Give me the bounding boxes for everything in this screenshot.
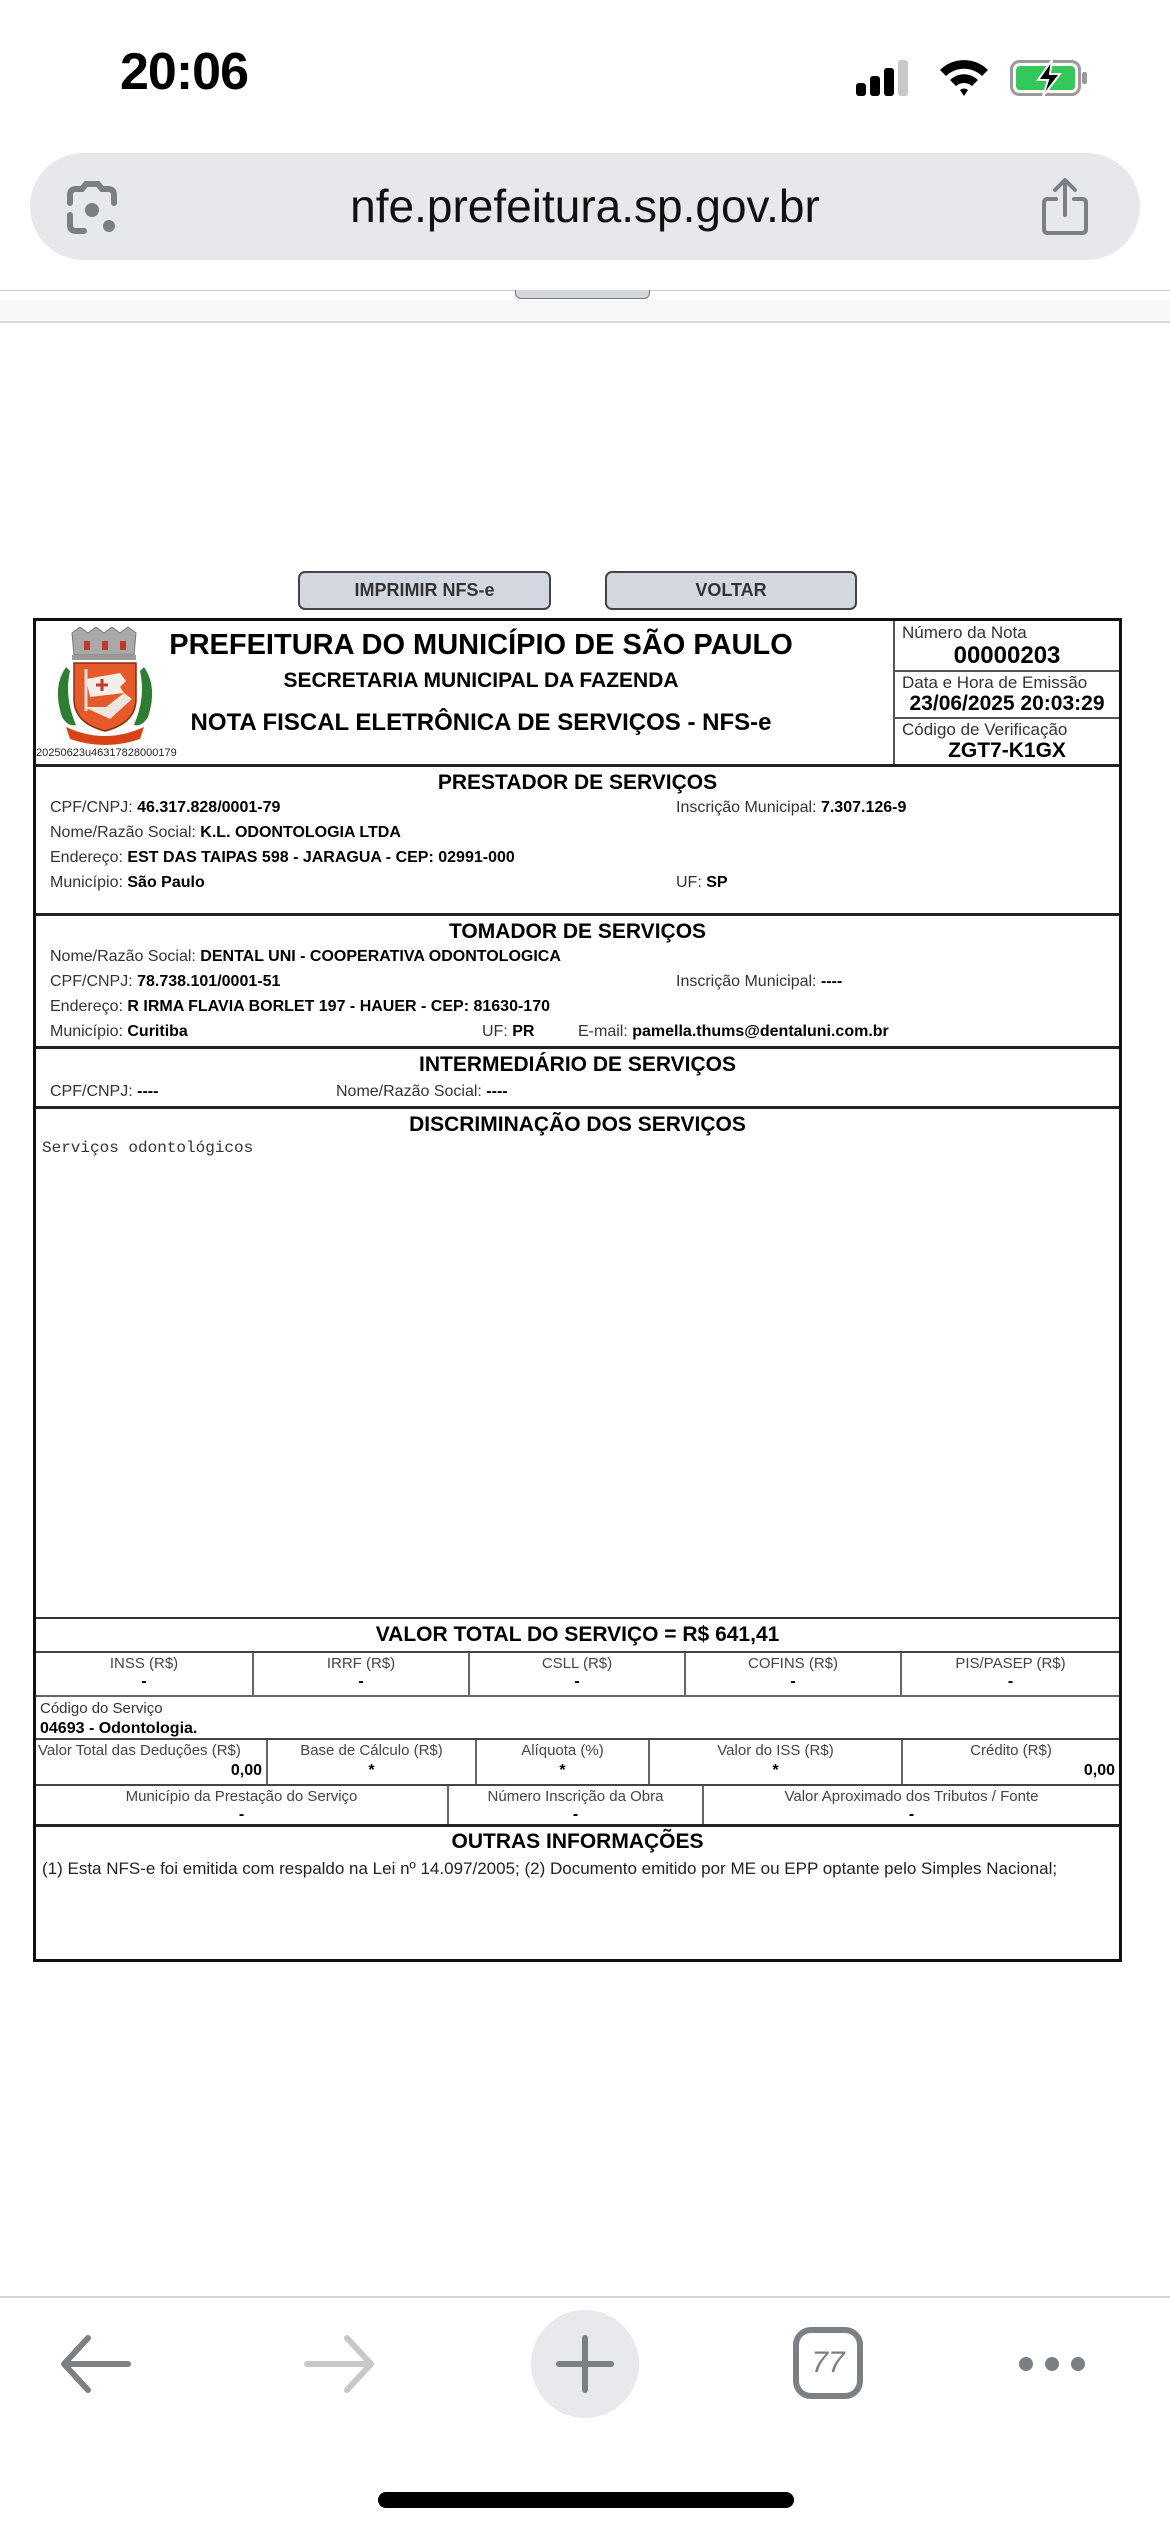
plus-icon (555, 2334, 615, 2394)
codigo-verificacao-label: Código de Verificação (902, 720, 1068, 739)
new-tab-button[interactable] (531, 2310, 639, 2418)
impostos-cell (684, 1653, 900, 1695)
prestador-im-label: Inscrição Municipal: (676, 799, 817, 816)
calculo-row (36, 1740, 1119, 1784)
prestador-cnpj-label: CPF/CNPJ: (50, 799, 133, 816)
tomador-cnpj: 78.738.101/0001-51 (137, 973, 281, 990)
header-title: PREFEITURA DO MUNICÍPIO DE SÃO PAULO (169, 629, 793, 661)
tomador-municipio: Curitiba (127, 1023, 188, 1040)
data-emissao-label: Data e Hora de Emissão (902, 673, 1088, 692)
calculo-cell (901, 1740, 1119, 1784)
impostos-label: COFINS (R$) (748, 1655, 838, 1672)
calculo-label: Valor Total das Deduções (R$) (38, 1742, 241, 1759)
calculo-value: * (559, 1762, 566, 1779)
impostos-label: INSS (R$) (109, 1655, 179, 1672)
info-divider (895, 670, 1119, 672)
valor-total: VALOR TOTAL DO SERVIÇO = R$ 641,41 (375, 1623, 780, 1646)
calculo-label: Crédito (R$) (970, 1742, 1052, 1759)
section-divider (36, 1695, 1119, 1697)
document-code: 20250623u46317828000179 (36, 747, 177, 759)
discriminacao-title: DISCRIMINAÇÃO DOS SERVIÇOS (409, 1113, 746, 1136)
impostos-label: IRRF (R$) (326, 1655, 396, 1672)
intermediario-cnpj-label: CPF/CNPJ: (50, 1083, 133, 1100)
impostos-value: - (574, 1673, 580, 1690)
intermediario-title: INTERMEDIÁRIO DE SERVIÇOS (419, 1053, 736, 1076)
home-indicator (378, 2492, 794, 2508)
impostos-row (36, 1653, 1119, 1695)
back-button[interactable]: VOLTAR (605, 571, 857, 610)
section-divider (36, 1106, 1119, 1109)
section-divider (36, 1046, 1119, 1049)
prestacao-cell (36, 1786, 447, 1826)
header-doc-title: NOTA FISCAL ELETRÔNICA DE SERVIÇOS - NFS-e (190, 709, 772, 736)
calculo-value: * (772, 1762, 779, 1779)
share-icon[interactable] (1040, 177, 1090, 237)
tomador-im-label: Inscrição Municipal: (676, 973, 817, 990)
prestacao-value: - (572, 1806, 579, 1823)
intermediario-nome-label: Nome/Razão Social: (336, 1083, 482, 1100)
tomador-uf-label: UF: (482, 1023, 508, 1040)
forward-arrow-icon[interactable] (295, 2320, 385, 2408)
tomador-title: TOMADOR DE SERVIÇOS (448, 920, 707, 943)
calculo-value: 0,00 (1083, 1762, 1115, 1779)
prestacao-label: Número Inscrição da Obra (487, 1788, 664, 1805)
prestador-im: 7.307.126-9 (820, 799, 907, 816)
prestador-uf: SP (706, 874, 728, 891)
numero-nota: 00000203 (953, 642, 1061, 669)
page-tab-handle[interactable] (515, 290, 650, 299)
prestador-cnpj: 46.317.828/0001-79 (137, 799, 281, 816)
tomador-endereco: R IRMA FLAVIA BORLET 197 - HAUER - CEP: 81630-170 (127, 998, 550, 1015)
back-arrow-icon[interactable] (50, 2320, 140, 2408)
tomador-endereco-label: Endereço: (50, 998, 123, 1015)
intermediario-nome: ---- (486, 1083, 508, 1100)
impostos-label: CSLL (R$) (541, 1655, 613, 1672)
impostos-cell (36, 1653, 252, 1695)
prestador-nome-label: Nome/Razão Social: (50, 824, 196, 841)
prestacao-label: Valor Aproximado dos Tributos / Fonte (784, 1788, 1039, 1805)
calculo-label: Valor do ISS (R$) (717, 1742, 834, 1759)
print-nfse-button[interactable]: IMPRIMIR NFS-e (298, 571, 551, 610)
prestacao-cell (702, 1786, 1119, 1826)
outras-text: (1) Esta NFS-e foi emitida com respaldo na Lei nº 14.097/2005; (2) Documento emitido por ME ou EPP optante pelo Simples Nacional; (42, 1859, 1058, 1878)
battery-charging-icon (1010, 58, 1090, 98)
header-subtitle: SECRETARIA MUNICIPAL DA FAZENDA (283, 669, 679, 692)
calculo-cell (475, 1740, 648, 1784)
calculo-value: 0,00 (230, 1762, 262, 1779)
prestador-nome: K.L. ODONTOLOGIA LTDA (200, 824, 401, 841)
impostos-value: - (358, 1673, 364, 1690)
outras-title: OUTRAS INFORMAÇÕES (451, 1830, 704, 1853)
more-dots-icon[interactable] (1008, 2320, 1098, 2408)
calculo-cell (266, 1740, 475, 1784)
cellular-signal-icon (856, 60, 916, 96)
tomador-email: pamella.thums@dentaluni.com.br (632, 1023, 889, 1040)
toolbar-divider (0, 2296, 1170, 2298)
prestador-municipio: São Paulo (127, 874, 205, 891)
prestacao-row (36, 1786, 1119, 1826)
calculo-cell (648, 1740, 901, 1784)
codigo-servico: 04693 - Odontologia. (40, 1720, 198, 1737)
tab-count-button[interactable]: 77 (793, 2327, 863, 2399)
impostos-label: PIS/PASEP (R$) (955, 1655, 1066, 1672)
prestacao-value: - (908, 1806, 915, 1823)
tomador-im: ---- (820, 973, 843, 990)
nfse-document (33, 618, 1122, 1962)
prestador-endereco-label: Endereço: (50, 849, 123, 866)
numero-label: Número da Nota (902, 623, 1027, 642)
prestador-title: PRESTADOR DE SERVIÇOS (437, 771, 718, 794)
section-divider (36, 913, 1119, 916)
google-lens-icon[interactable] (64, 181, 120, 237)
calculo-value: * (368, 1762, 375, 1779)
tomador-municipio-label: Município: (50, 1023, 123, 1040)
wifi-icon (938, 56, 990, 98)
impostos-value: - (141, 1673, 147, 1690)
info-divider (895, 717, 1119, 719)
calculo-label: Alíquota (%) (521, 1742, 604, 1759)
section-divider (36, 1617, 1119, 1619)
tomador-nome-label: Nome/Razão Social: (50, 948, 196, 965)
prestacao-cell (447, 1786, 702, 1826)
discriminacao-text: Serviços odontológicos (42, 1139, 254, 1157)
prestacao-value: - (238, 1806, 245, 1823)
tomador-nome: DENTAL UNI - COOPERATIVA ODONTOLOGICA (200, 948, 561, 965)
prestador-municipio-label: Município: (50, 874, 123, 891)
codigo-servico-label: Código do Serviço (40, 1700, 163, 1717)
prestacao-label: Município da Prestação do Serviço (125, 1788, 358, 1805)
url-text[interactable]: nfe.prefeitura.sp.gov.br (350, 180, 820, 232)
address-bar[interactable] (30, 153, 1140, 260)
prestador-uf-label: UF: (676, 874, 702, 891)
impostos-value: - (1007, 1673, 1014, 1690)
tomador-email-label: E-mail: (578, 1023, 628, 1040)
calculo-cell (36, 1740, 266, 1784)
calculo-label: Base de Cálculo (R$) (300, 1742, 443, 1759)
status-time: 20:06 (120, 43, 248, 101)
impostos-cell (468, 1653, 684, 1695)
section-divider (36, 764, 1119, 767)
data-emissao: 23/06/2025 20:03:29 (909, 692, 1105, 715)
impostos-value: - (790, 1673, 796, 1690)
content-divider-lower (0, 321, 1170, 323)
page-top-band (0, 300, 1170, 321)
intermediario-cnpj: ---- (137, 1083, 159, 1100)
tomador-cnpj-label: CPF/CNPJ: (50, 973, 133, 990)
codigo-verificacao: ZGT7-K1GX (948, 739, 1066, 762)
impostos-cell (252, 1653, 468, 1695)
tomador-uf: PR (512, 1023, 535, 1040)
section-divider (36, 1824, 1119, 1827)
impostos-cell (900, 1653, 1119, 1695)
prestador-endereco: EST DAS TAIPAS 598 - JARAGUA - CEP: 02991-000 (127, 849, 515, 866)
